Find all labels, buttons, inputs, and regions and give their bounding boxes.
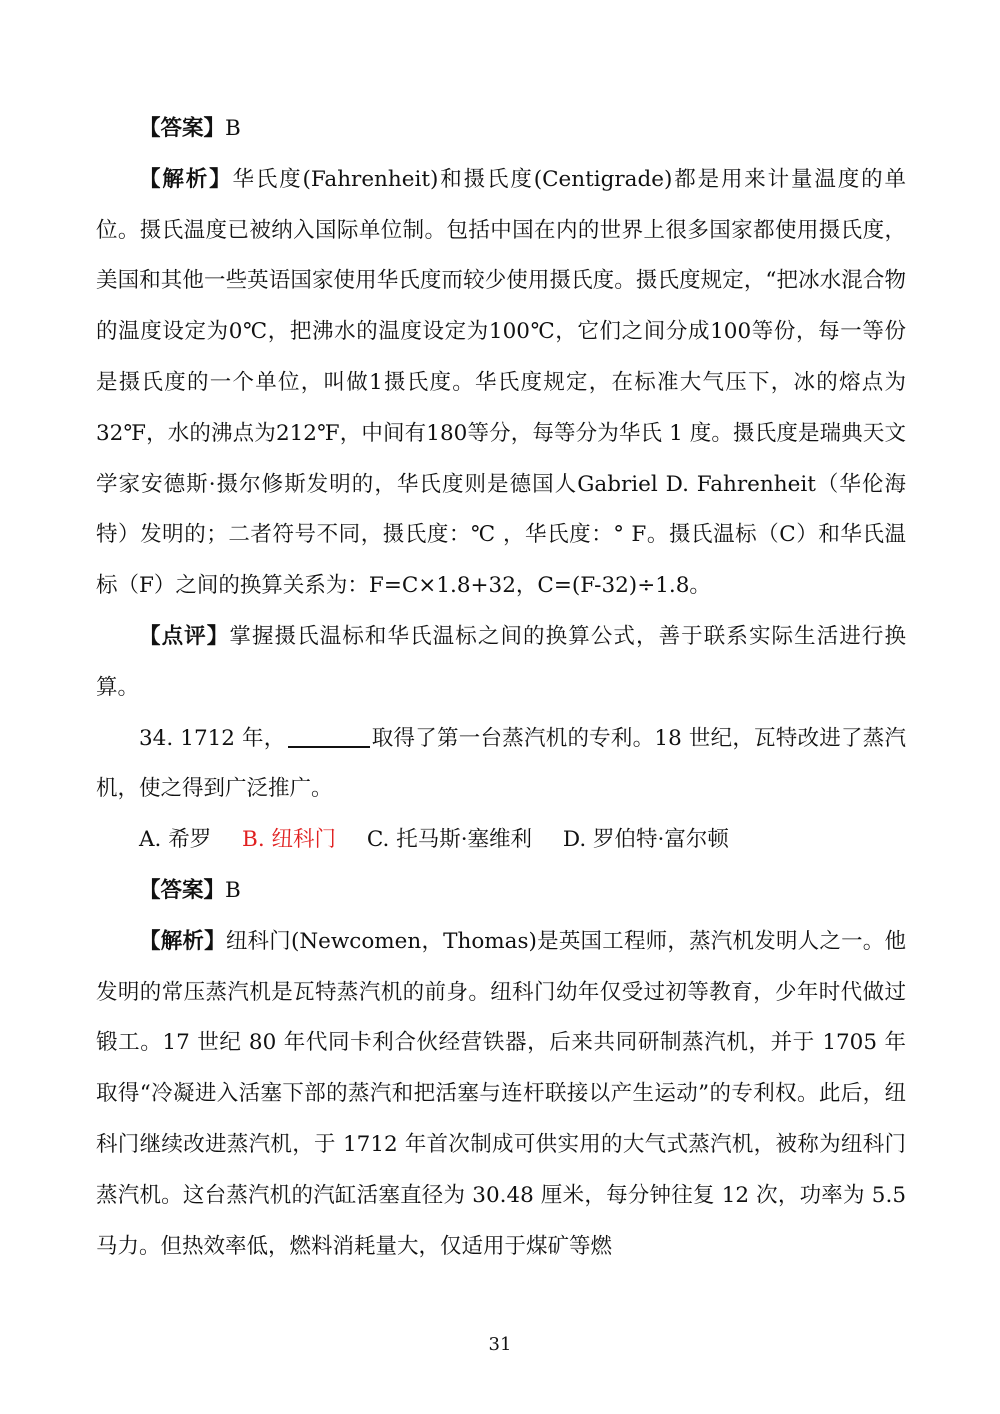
analysis-paragraph-2 [96, 917, 906, 1273]
analysis-tag: 【解析】 [139, 166, 233, 192]
answer-value: B [225, 877, 241, 903]
question-stem-end: 取得了第一台蒸汽机的专利。18 世纪，瓦特改进了蒸汽机，使之得到广泛推广。 [96, 725, 907, 802]
answer-paragraph-1 [96, 104, 906, 155]
answer-tag: 【答案】 [139, 877, 226, 903]
question-34-options [96, 815, 906, 866]
answer-paragraph-2 [96, 866, 906, 917]
option-c: C. 托马斯·塞维利 [366, 827, 533, 853]
answer-value: B [225, 116, 241, 141]
comment-paragraph-1 [96, 612, 906, 714]
analysis-text: 华氏度(Fahrenheit)和摄氏度(Centigrade)都是用来计量温度的单位。摄氏温度已被纳入国际单位制。包括中国在内的世界上很多国家都使用摄氏度，美国和其他一些英语国家使用华氏度而较少使用摄氏度。摄氏度规定，“把冰水混合物的温度设定为0℃，把沸水的温度设定为100℃，它们之间分成100等份，每一等份是摄氏度的一个单位，叫做1摄氏度。华氏度规定，在标准大气压下，冰的熔点为32℉，水的沸点为212℉，中间有180等分，每等分为华氏 1 度。摄氏度是瑞典天文学家安德斯·摄尔修斯发明的，华氏度则是德国人Gabriel D. Fahrenheit（华伦海特）发明的；二者符号不同，摄氏度：℃ ，华氏度：° F。摄氏温标（C）和华氏温标（F）之间的换算关系为：F=C×1.8+32，C=(F-32)÷1.8。 [96, 166, 906, 599]
fill-in-blank [288, 724, 370, 748]
document-body [96, 104, 906, 1272]
comment-tag: 【点评】 [139, 623, 230, 649]
analysis-text: 纽科门(Newcomen，Thomas)是英国工程师，蒸汽机发明人之一。他发明的常压蒸汽机是瓦特蒸汽机的前身。纽科门幼年仅受过初等教育，少年时代做过锻工。17 世纪 80 年代同卡利合伙经营铁器，后来共同研制蒸汽机，并于 1705 年取得“冷凝进入活塞下部的蒸汽和把活塞与连杆联接以产生运动”的专利权。此后，纽科门继续改进蒸汽机，于 1712 年首次制成可供实用的大气式蒸汽机，被称为纽科门蒸汽机。这台蒸汽机的汽缸活塞直径为 30.48 厘米，每分钟往复 12 次，功率为 5.5 马力。但热效率低，燃料消耗量大，仅适用于煤矿等燃 [96, 928, 906, 1259]
analysis-paragraph-1 [96, 155, 906, 612]
option-a: A. 希罗 [139, 827, 212, 853]
answer-tag: 【答案】 [139, 116, 226, 141]
option-d: D. 罗伯特·富尔顿 [562, 827, 729, 853]
question-stem-start: 34. 1712 年， [139, 725, 286, 751]
comment-text: 掌握摄氏温标和华氏温标之间的换算公式，善于联系实际生活进行换算。 [96, 623, 906, 700]
question-34 [96, 714, 906, 816]
page-number: 31 [488, 1334, 512, 1355]
option-b-correct: B. 纽科门 [242, 827, 337, 853]
analysis-tag: 【解析】 [139, 928, 226, 954]
